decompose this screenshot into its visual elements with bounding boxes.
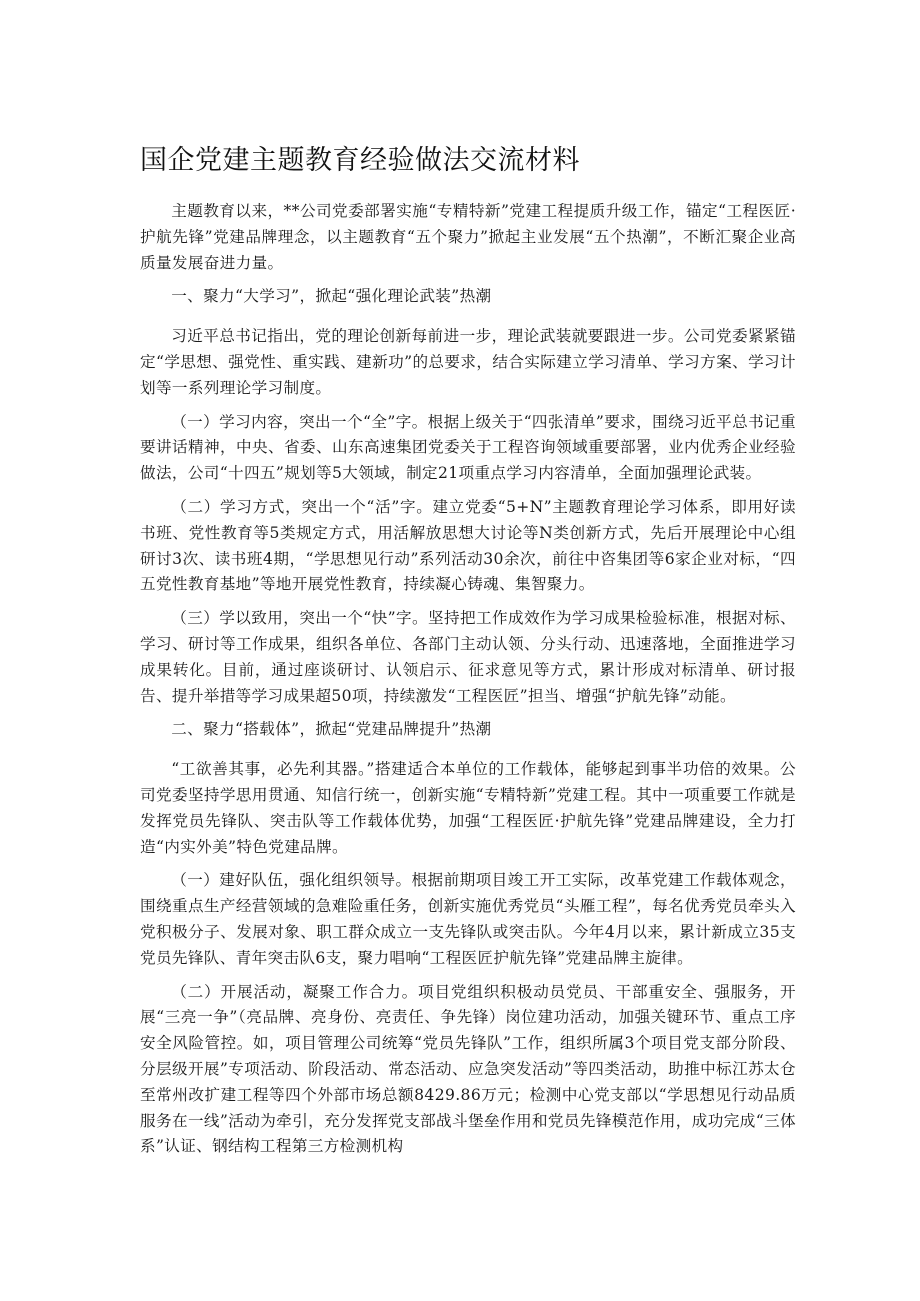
- section-1-item-2: （二）学习方式，突出一个“活”字。建立党委“5+N”主题教育理论学习体系，即用好读书班、党性教育等5类规定方式，用活解放思想大讨论等N类创新方式，先后开展理论中心组研讨3次、读书班4期，“学思想见行动”系列活动30余次，前往中咨集团等6家企业对标，“四五党性教育基地”等地开展党性教育，持续凝心铸魂、集智聚力。: [140, 497, 796, 594]
- document-title: 国企党建主题教育经验做法交流材料: [140, 145, 580, 176]
- document-body: [140, 199, 796, 1168]
- section-2-paragraph: “工欲善其事，必先利其器。”搭建适合本单位的工作载体，能够起到事半功倍的效果。公司党委坚持学思用贯通、知信行统一，创新实施“专精特新”党建工程。其中一项重要工作就是发挥党员先锋队、突击队等工作载体优势，加强“工程医匠·护航先锋”党建品牌建设，全力打造“内实外美”特色党建品牌。: [140, 760, 796, 856]
- section-1-paragraph: 习近平总书记指出，党的理论创新每前进一步，理论武装就要跟进一步。公司党委紧紧锚定“学思想、强党性、重实践、建新功”的总要求，结合实际建立学习清单、学习方案、学习计划等一系列理论学习制度。: [140, 327, 796, 397]
- section-1-item-3: （三）学以致用，突出一个“快”字。坚持把工作成效作为学习成果检验标准，根据对标、学习、研讨等工作成果，组织各单位、各部门主动认领、分头行动、迅速落地，全面推进学习成果转化。目前，通过座谈研讨、认领启示、征求意见等方式，累计形成对标清单、研讨报告、提升举措等学习成果超50项，持续激发“工程医匠”担当、增强“护航先锋”动能。: [140, 609, 796, 705]
- section-1-item-1: （一）学习内容，突出一个“全”字。根据上级关于“四张清单”要求，围绕习近平总书记重要讲话精神，中央、省委、山东高速集团党委关于工程咨询领域重要部署，业内优秀企业经验做法，公司“十四五”规划等5大领域，制定21项重点学习内容清单，全面加强理论武装。: [140, 412, 796, 483]
- section-2-item-2: （二）开展活动，凝聚工作合力。项目党组织积极动员党员、干部重安全、强服务，开展“三亮一争”（亮品牌、亮身份、亮责任、争先锋）岗位建功活动，加强关键环节、重点工序安全风险管控。如，项目管理公司统筹“党员先锋队”工作，组织所属3个项目党支部分阶段、分层级开展”专项活动、阶段活动、常态活动、应急突发活动”等四类活动，助推中标江苏太仓至常州改扩建工程等四个外部市场总额8429.86万元；检测中心党支部以“学思想见行动品质服务在一线”活动为牵引，充分发挥党支部战斗堡垒作用和党员先锋模范作用，成功完成“三体系”认证、钢结构工程第三方检测机构: [140, 982, 796, 1156]
- section-2-item-1: （一）建好队伍，强化组织领导。根据前期项目竣工开工实际，改革党建工作载体观念，围绕重点生产经营领域的急难险重任务，创新实施优秀党员“头雁工程”，每名优秀党员牵头入党积极分子、发展对象、职工群众成立一支先锋队或突击队。今年4月以来，累计新成立35支党员先锋队、青年突击队6支，聚力唱响“工程医匠护航先锋”党建品牌主旋律。: [140, 871, 796, 967]
- intro-paragraph: 主题教育以来，**公司党委部署实施“专精特新”党建工程提质升级工作，锚定“工程医匠·护航先锋”党建品牌理念，以主题教育“五个聚力”掀起主业发展“五个热潮”，不断汇聚企业高质量发展奋进力量。: [140, 202, 796, 272]
- section-heading-1: 一、聚力“大学习”，掀起“强化理论武装”热潮: [171, 287, 492, 306]
- section-heading-2: 二、聚力“搭载体”，掀起“党建品牌提升”热潮: [171, 720, 492, 739]
